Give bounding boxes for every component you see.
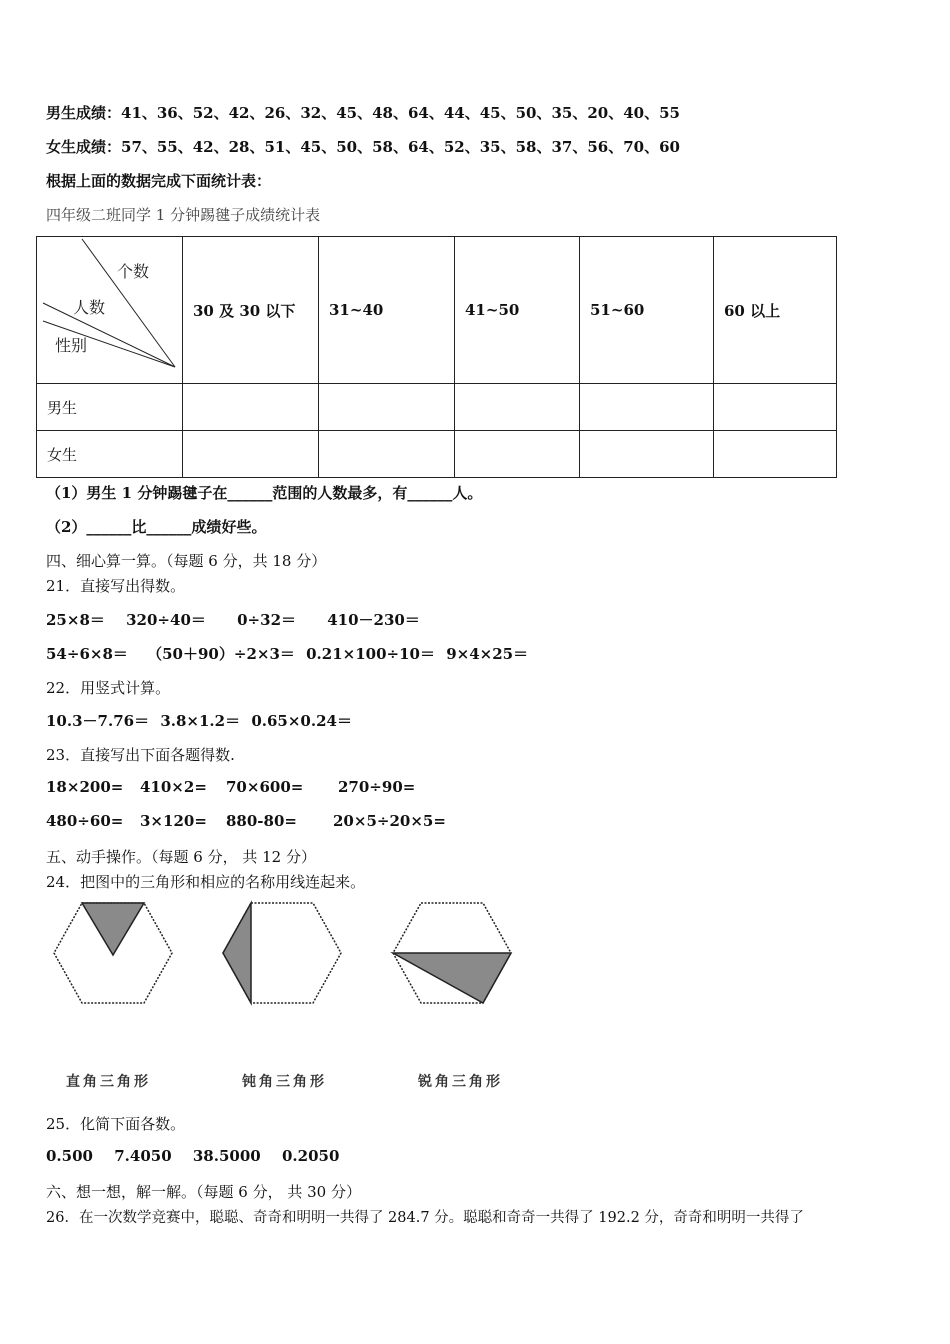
row-label-girls: 女生 xyxy=(37,431,183,478)
q22-items xyxy=(46,710,352,731)
column-header: 31~40 xyxy=(319,237,455,384)
section5-title: 五、动手操作。（每题 6 分， 共 12 分） xyxy=(46,848,316,866)
expression: 20×5÷20×5= xyxy=(333,812,446,830)
figure-label-acute-triangle: 锐角三角形 xyxy=(418,1074,503,1090)
q22-title: 22．用竖式计算。 xyxy=(46,679,171,697)
number-item: 0.500 xyxy=(46,1147,93,1165)
expression: 880-80= xyxy=(226,812,297,830)
q21-row2 xyxy=(46,643,528,664)
expression: 410－230＝ xyxy=(327,611,420,629)
q21-row1 xyxy=(46,609,420,630)
section6-title: 六、想一想，解一解。（每题 6 分， 共 30 分） xyxy=(46,1183,361,1201)
expression: 0.65×0.24＝ xyxy=(251,712,352,730)
q24-title: 24．把图中的三角形和相应的名称用线连起来。 xyxy=(46,873,366,891)
hexagon-figure-2 xyxy=(219,897,345,1009)
section4-title: 四、细心算一算。（每题 6 分，共 18 分） xyxy=(46,552,327,570)
number-item: 38.5000 xyxy=(192,1147,261,1165)
expression: 410×2= xyxy=(140,778,207,796)
stat-table xyxy=(36,236,837,478)
number-item: 7.4050 xyxy=(114,1147,172,1165)
expression: 480÷60= xyxy=(46,812,124,830)
expression: 25×8＝ xyxy=(46,611,105,629)
table-cell[interactable] xyxy=(580,384,714,431)
expression: 3×120= xyxy=(140,812,207,830)
expression: （50＋90）÷2×3＝ xyxy=(147,645,295,663)
column-header: 30 及 30 以下 xyxy=(183,237,319,384)
table-cell[interactable] xyxy=(183,431,319,478)
corner-label-count: 个数 xyxy=(117,262,150,281)
row-label-boys: 男生 xyxy=(37,384,183,431)
expression: 18×200= xyxy=(46,778,124,796)
table-caption: 四年级二班同学 1 分钟踢毽子成绩统计表 xyxy=(46,206,321,224)
corner-label-gender: 性别 xyxy=(55,336,88,355)
figure-label-right-triangle: 直角三角形 xyxy=(66,1074,151,1090)
table-cell[interactable] xyxy=(319,431,455,478)
table-question-2: （2）______比______成绩好些。 xyxy=(46,518,267,536)
table-cell[interactable] xyxy=(580,431,714,478)
expression: 9×4×25＝ xyxy=(446,645,529,663)
figure-label-obtuse-triangle: 钝角三角形 xyxy=(242,1074,327,1090)
expression: 270÷90= xyxy=(338,778,416,796)
table-cell[interactable] xyxy=(455,431,580,478)
table-cell[interactable] xyxy=(183,384,319,431)
expression: 320÷40＝ xyxy=(126,611,206,629)
corner-cell xyxy=(37,237,183,384)
corner-label-people: 人数 xyxy=(73,298,106,317)
expression: 70×600= xyxy=(226,778,304,796)
table-cell[interactable] xyxy=(319,384,455,431)
expression: 0÷32＝ xyxy=(237,611,297,629)
expression: 10.3－7.76＝ xyxy=(46,712,150,730)
expression: 3.8×1.2＝ xyxy=(160,712,241,730)
q25-title: 25．化简下面各数。 xyxy=(46,1115,186,1133)
column-header: 51~60 xyxy=(580,237,714,384)
expression: 54÷6×8＝ xyxy=(46,645,128,663)
boys-scores: 男生成绩：41、36、52、42、26、32、45、48、64、44、45、50、35、20、40、55 xyxy=(46,104,680,122)
hexagon-figure-3 xyxy=(389,897,515,1009)
q23-title: 23．直接写出下面各题得数. xyxy=(46,746,235,764)
table-cell[interactable] xyxy=(455,384,580,431)
q25-items xyxy=(46,1147,339,1165)
girls-scores: 女生成绩：57、55、42、28、51、45、50、58、64、52、35、58、37、56、70、60 xyxy=(46,138,680,156)
table-question-1: （1）男生 1 分钟踢毽子在______范围的人数最多，有______人。 xyxy=(46,484,483,502)
q21-title: 21．直接写出得数。 xyxy=(46,577,186,595)
column-header: 41~50 xyxy=(455,237,580,384)
table-instruction: 根据上面的数据完成下面统计表： xyxy=(46,172,272,190)
column-header: 60 以上 xyxy=(714,237,837,384)
table-cell[interactable] xyxy=(714,384,837,431)
corner-diagonals xyxy=(37,237,182,383)
expression: 0.21×100÷10＝ xyxy=(306,645,435,663)
table-cell[interactable] xyxy=(714,431,837,478)
q26-text: 26．在一次数学竞赛中，聪聪、奇奇和明明一共得了 284.7 分。聪聪和奇奇一共得了 192.2 分，奇奇和明明一共得了 xyxy=(46,1210,804,1226)
hexagon-figure-1 xyxy=(50,897,176,1009)
number-item: 0.2050 xyxy=(281,1147,340,1165)
